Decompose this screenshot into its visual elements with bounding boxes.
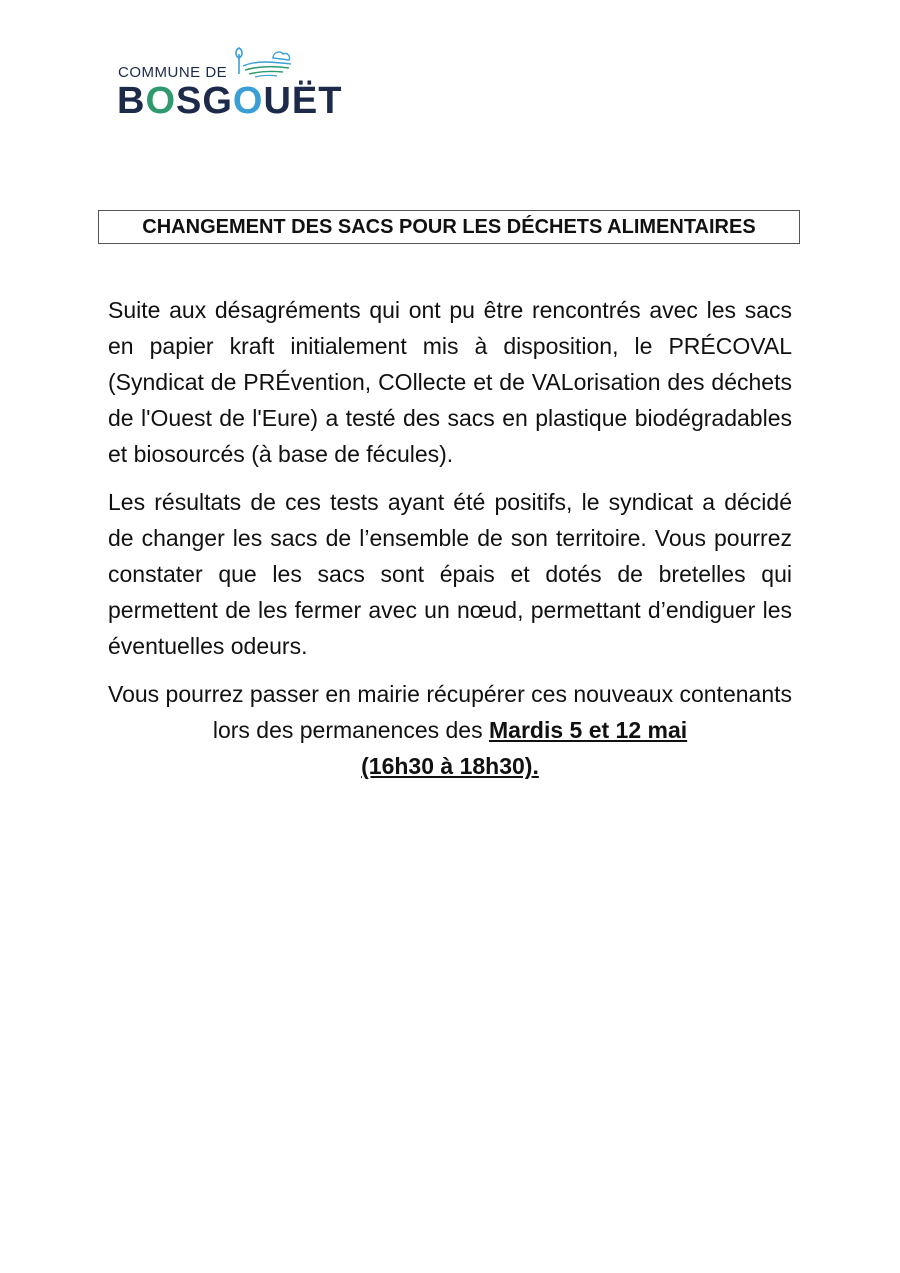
- logo-commune-de: COMMUNE DE: [118, 64, 228, 81]
- logo-bosgouet: BOSGOUËT: [117, 80, 343, 122]
- document-body: [108, 292, 792, 796]
- pickup-dates: Mardis 5 et 12 mai: [489, 717, 688, 743]
- commune-logo: [117, 44, 347, 124]
- paragraph-intro: Suite aux désagréments qui ont pu être rencontrés avec les sacs en papier kraft initialement mis à disposition, le PRÉCOVAL (Syndicat de PRÉvention, COllecte et de VALorisation des déchets de l'Ouest de l'Eure) a testé des sacs en plastique biodégradables et biosourcés (à base de fécules).: [108, 297, 792, 467]
- paragraph-results: Les résultats de ces tests ayant été positifs, le syndicat a décidé de changer les sacs de l’ensemble de son territoire. Vous pourrez constater que les sacs sont épais et dotés de bretelles qui permettent de les fermer avec un nœud, permettant d’endiguer les éventuelles odeurs.: [108, 489, 792, 659]
- document-title: CHANGEMENT DES SACS POUR LES DÉCHETS ALIMENTAIRES: [98, 210, 800, 244]
- landscape-emblem-icon: [233, 44, 293, 80]
- pickup-intro-text: Vous pourrez passer en mairie récupérer ces nouveaux contenants lors des permanences des: [108, 681, 793, 743]
- paragraph-pickup: [108, 676, 792, 784]
- pickup-hours: (16h30 à 18h30).: [361, 753, 539, 779]
